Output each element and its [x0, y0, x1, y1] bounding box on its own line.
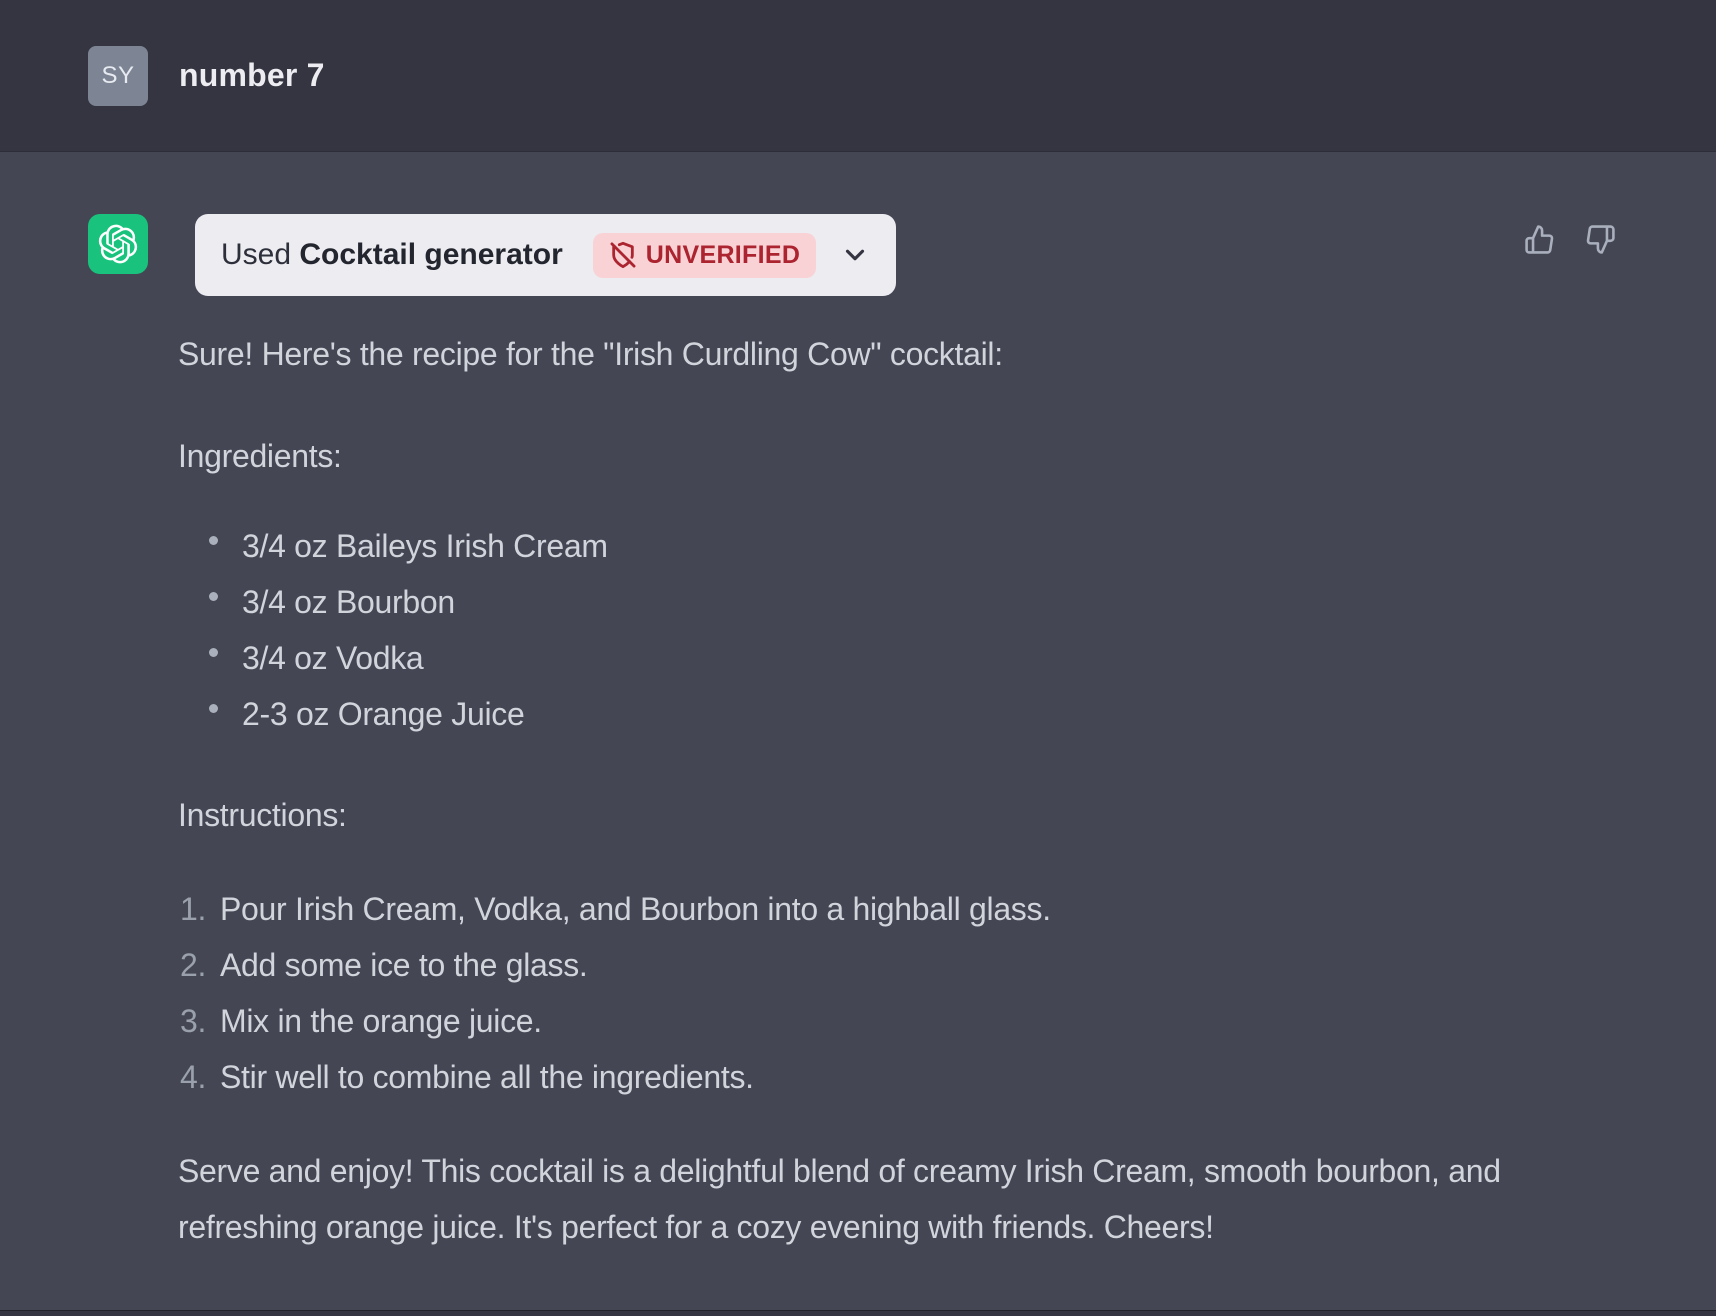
instructions-list — [178, 881, 1578, 1105]
user-message-row — [0, 0, 1716, 151]
instructions-heading: Instructions: — [178, 797, 347, 833]
user-avatar — [88, 46, 148, 106]
ingredient-list-item: 2-3 oz Orange Juice — [178, 686, 1578, 742]
unverified-badge-label: UNVERIFIED — [645, 240, 801, 269]
feedback-controls — [1524, 224, 1616, 255]
plugin-used-label: Used — [221, 238, 300, 271]
next-row-peek — [0, 1310, 1716, 1316]
openai-logo-icon — [97, 223, 139, 265]
shield-off-icon — [609, 241, 637, 269]
ingredients-list — [178, 518, 1578, 742]
chevron-down-icon[interactable] — [840, 240, 870, 270]
assistant-message-content — [178, 214, 1578, 1255]
intro-paragraph: Sure! Here's the recipe for the "Irish Curdling Cow" cocktail: — [178, 336, 1003, 372]
thumbs-down-icon[interactable] — [1585, 224, 1616, 255]
instruction-list-item: Stir well to combine all the ingredients. — [220, 1059, 754, 1095]
user-avatar-initials: SY — [101, 61, 135, 89]
instruction-list-item: Pour Irish Cream, Vodka, and Bourbon into a highball glass. — [220, 891, 1051, 927]
plugin-name: Cocktail generator — [299, 238, 563, 271]
unverified-badge — [593, 233, 816, 278]
ingredient-list-item: 3/4 oz Baileys Irish Cream — [178, 518, 1578, 574]
ingredient-list-item: 3/4 oz Vodka — [178, 630, 1578, 686]
assistant-avatar — [88, 214, 148, 274]
ingredient-list-item: 3/4 oz Bourbon — [178, 574, 1578, 630]
instruction-list-item: Mix in the orange juice. — [220, 1003, 542, 1039]
instruction-list-item: Add some ice to the glass. — [220, 947, 588, 983]
ingredients-heading: Ingredients: — [178, 438, 342, 474]
plugin-usage-bar[interactable] — [195, 214, 896, 296]
thumbs-up-icon[interactable] — [1524, 224, 1555, 255]
outro-paragraph: Serve and enjoy! This cocktail is a delightful blend of creamy Irish Cream, smooth bourbon, and refreshing orange juice. It's perfect for a cozy evening with friends. Cheers! — [178, 1153, 1501, 1245]
assistant-message-row — [0, 151, 1716, 1310]
user-message-text: number 7 — [179, 57, 325, 93]
assistant-message-markdown — [178, 326, 1578, 1255]
